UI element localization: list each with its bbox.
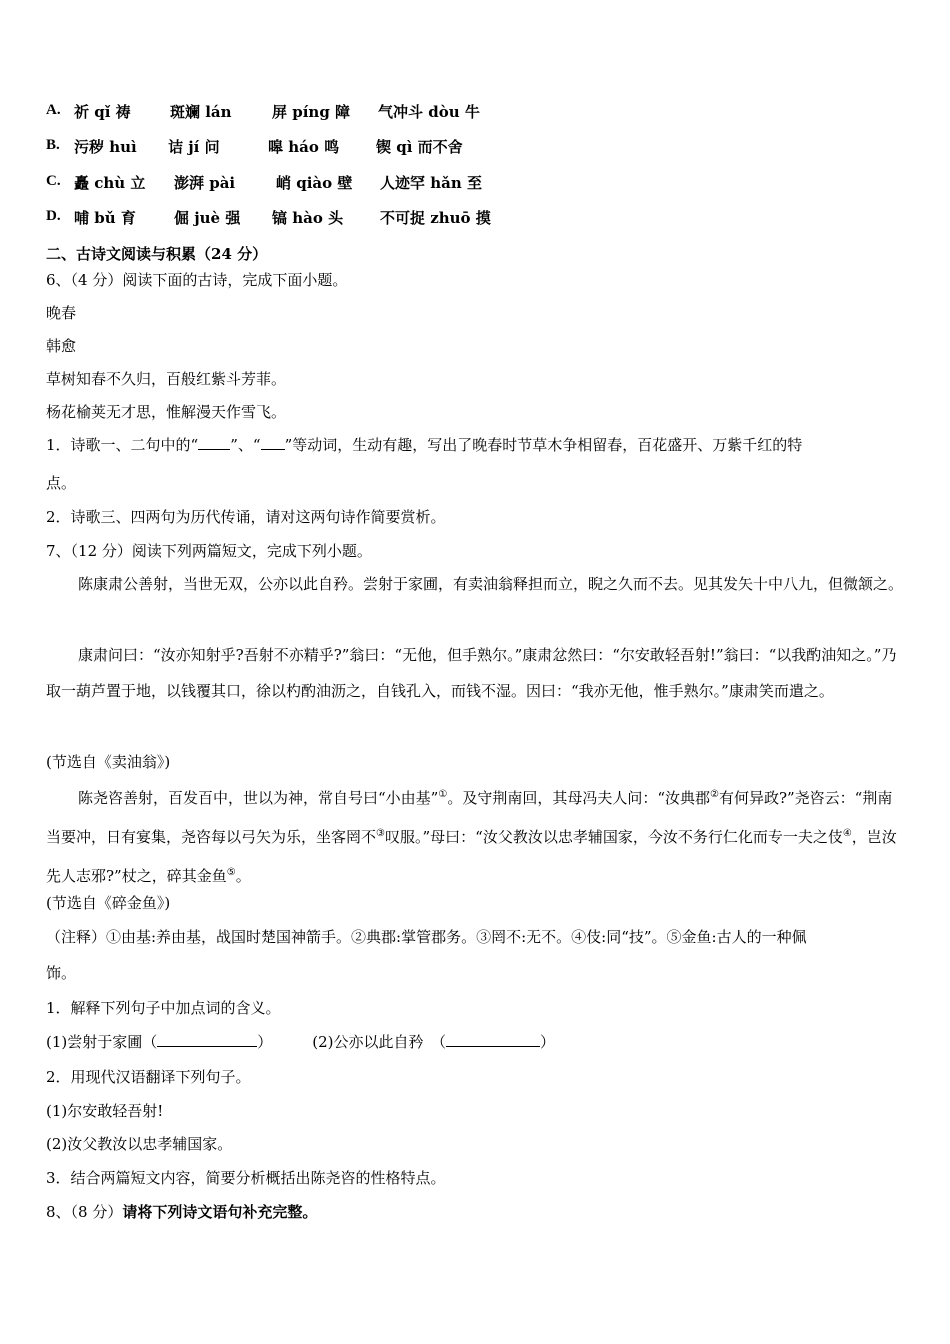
poem-line: 杨花榆荚无才思，惟解漫天作雪飞。 [46,403,287,421]
choice-label: A. [46,102,61,118]
footnote-mark: ③ [376,828,385,839]
footnote-mark: ② [709,789,719,800]
footnote-cont: 饰。 [46,964,77,982]
poem-author: 韩愈 [46,337,77,355]
q6-sub1-text: ”等动词，生动有趣，写出了晚春时节草木争相留春，百花盛开、万紫千红的特 [284,436,803,454]
q8-stem [46,1202,317,1222]
choice-item: 人迹罕 hǎn 至 [380,174,482,192]
passage-text: 陈尧咨善射，百发百中，世以为神，常自号曰“小由基” [78,789,439,807]
passage-paragraph: 康肃问曰：“汝亦知射乎?吾射不亦精乎?”翁曰：“无他，但手熟尔。”康肃忿然曰：“尔安敢轻吾射!”翁曰：“以我酌油知之。”乃取一葫芦置于地，以钱覆其口，徐以杓酌油沥之，自钱孔入，而钱不湿。因曰：“我亦无他，惟手熟尔。”康肃笑而遣之。 [46,646,897,700]
choice-item: 哺 bǔ 育 [74,209,136,227]
choice-item: 峭 qiào 壁 [276,174,353,192]
q6-stem: 6、（4 分）阅读下面的古诗，完成下面小题。 [46,271,348,289]
q6-sub1-text: 1．诗歌一、二句中的“ [46,436,199,454]
paren-close: ） [257,1033,273,1051]
answer-blank[interactable] [261,435,285,450]
passage-text: 叹服。”母曰：“汝父教汝以忠孝辅国家，今汝不务行仁化而专一夫之伎 [384,828,843,846]
poem-title: 晚春 [46,304,77,322]
q7-sub2: 2．用现代汉语翻译下列句子。 [46,1068,251,1086]
choice-item: 屏 píng 障 [272,103,351,121]
answer-blank[interactable] [198,435,230,450]
choice-item: 诘 jí 问 [168,138,220,156]
passage-paragraph: 陈康肃公善射，当世无双，公亦以此自矜。尝射于家圃，有卖油翁释担而立，睨之久而不去。见其发矢十中八九，但微颔之。 [78,575,904,593]
choice-item: 气冲斗 dòu 牛 [378,103,480,121]
q7-sub1-items [46,1032,555,1052]
choice-label: C. [46,173,61,189]
choice-item: 斑斓 lán [170,103,232,121]
q7-sub1-item2: (2)公亦以此自矜 （ [312,1033,447,1051]
passage-source: (节选自《碎金鱼》) [46,894,171,912]
q7-stem: 7、（12 分）阅读下列两篇短文，完成下列小题。 [46,542,372,560]
q6-sub1 [46,435,802,455]
passage-paragraph [46,777,906,894]
answer-blank[interactable] [157,1032,257,1047]
q6-sub1-cont: 点。 [46,474,77,492]
q7-sub2-item: (1)尔安敢轻吾射! [46,1102,164,1120]
footnote: （注释）①由基:养由基，战国时楚国神箭手。②典郡:掌管郡务。③罔不:无不。④伎:同“技”。⑤金鱼:古人的一种佩 [46,928,807,946]
footnote-mark: ⑤ [226,867,236,878]
footnote-mark: ① [438,789,448,800]
choice-label: B. [46,137,60,153]
q7-sub3: 3．结合两篇短文内容，简要分析概括出陈尧咨的性格特点。 [46,1169,446,1187]
passage-text: 。及守荆南回，其母冯夫人问：“汝典郡 [447,789,710,807]
choice-item: 污秽 huì [74,138,137,156]
choice-item: 锲 qì 而不舍 [376,138,463,156]
poem-line: 草树知春不久归，百般红紫斗芳菲。 [46,370,287,388]
choice-item: 祈 qǐ 祷 [74,103,131,121]
passage-text: 有何异政?”尧咨云：“荆南当要冲，日有宴集，尧咨每以弓矢为乐，坐客罔不 [46,789,893,846]
choice-item: 不可捉 zhuō 摸 [380,209,491,227]
q7-sub2-item: (2)汝父教汝以忠孝辅国家。 [46,1135,233,1153]
paren-close: ） [540,1033,556,1051]
q8-text: 请将下列诗文语句补充完整。 [122,1203,318,1221]
passage-text: 。 [235,867,251,885]
section-heading: 二、古诗文阅读与积累（24 分） [46,245,268,263]
q7-sub1-item1: (1)尝射于家圃（ [46,1033,158,1051]
passage-source: (节选自《卖油翁》) [46,753,171,771]
choice-item: 澎湃 pài [174,174,236,192]
choice-item: 嗥 háo 鸣 [268,138,340,156]
q6-sub2: 2．诗歌三、四两句为历代传诵，请对这两句诗作简要赏析。 [46,508,446,526]
passage-text: ，岂汝先人志邪?”杖之，碎其金鱼 [46,828,897,885]
choice-label: D. [46,208,61,224]
q7-sub1: 1．解释下列句子中加点词的含义。 [46,999,281,1017]
footnote-mark: ④ [842,828,852,839]
q8-prefix: 8、（8 分） [46,1203,123,1221]
choice-item: 矗 chù 立 [74,174,146,192]
choice-item: 倔 juè 强 [174,209,241,227]
answer-blank[interactable] [446,1032,540,1047]
choice-item: 镐 hào 头 [272,209,344,227]
q6-sub1-text: ”、“ [230,436,261,454]
